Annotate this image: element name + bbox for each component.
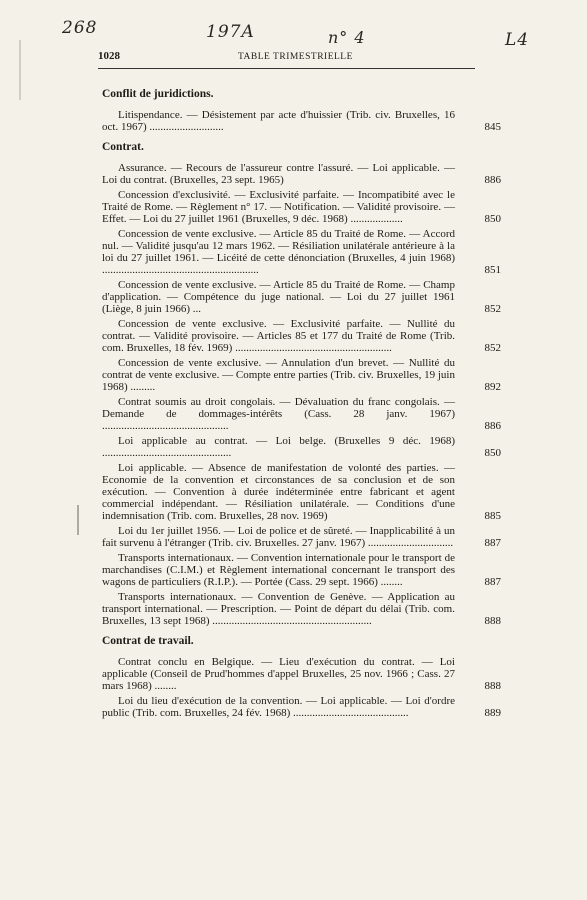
index-section: [100, 635, 501, 719]
index-section: [100, 141, 501, 627]
running-title: TABLE TRIMESTRIELLE: [238, 52, 353, 62]
entry-text: Concession de vente exclusive. — Article 85 du Traité de Rome. — Accord nul. — Validité jusqu'au 12 mars 1962. — Résiliation unilatérale antérieure à la loi du 27 juillet 1961. — Licéité de cette dénonciation (Bruxelles, 4 juin 1968) .........................................................: [102, 228, 455, 276]
entry-text: Loi applicable au contrat. — Loi belge. (Bruxelles 9 déc. 1968) ...............................................: [102, 435, 455, 459]
index-section: [100, 88, 501, 133]
index-entry: [100, 695, 501, 719]
entry-page-number: 892: [484, 381, 501, 393]
entry-text: Concession de vente exclusive. — Exclusivité parfaite. — Nullité du contrat. — Validité provisoire. — Articles 85 et 177 du Traité de Rome (Trib. com. Bruxelles, 18 fév. 1969) .........................................................: [102, 318, 455, 354]
entry-page-number: 850: [484, 213, 501, 225]
scan-mark: [19, 40, 21, 100]
index-entry: [100, 228, 501, 276]
entry-text: Loi du lieu d'exécution de la convention. — Loi applicable. — Loi d'ordre public (Trib. com. Bruxelles, 24 fév. 1968) ..........................................: [102, 695, 455, 719]
entry-page-number: 845: [484, 121, 501, 133]
index-entry: [100, 525, 501, 549]
handwritten-note-3: n° 4: [328, 28, 366, 47]
entry-text: Concession de vente exclusive. — Article 85 du Traité de Rome. — Champ d'application. — Compétence du juge national. — Loi du 27 juillet 1961 (Liège, 8 juin 1966) ...: [102, 279, 455, 315]
section-title: Conflit de juridictions.: [102, 88, 214, 100]
section-title: Contrat.: [102, 141, 144, 153]
entry-text: Loi applicable. — Absence de manifestation de volonté des parties. — Economie de la convention et circonstances de sa conclusion et de son exécution. — Convention à durée indéterminée entre fabricant et agent commercial indépendant. — Résiliation unilatérale. — Conditions d'une indemnisation (Trib. com. Bruxelles, 28 nov. 1969): [102, 462, 455, 522]
handwritten-note-4: L4: [505, 30, 530, 50]
index-entry: [100, 396, 501, 432]
entry-page-number: 850: [484, 447, 501, 459]
index-entry: [100, 189, 501, 225]
entry-text: Contrat soumis au droit congolais. — Dévaluation du franc congolais. — Demande de dommages-intérêts (Cass. 28 janv. 1967) ..............................................: [102, 396, 455, 432]
index-content: [100, 88, 501, 727]
entry-text: Transports internationaux. — Convention de Genève. — Application au transport international. — Prescription. — Point de départ du délai (Trib. com. Bruxelles, 13 sept 1968) ..........................................................: [102, 591, 455, 627]
index-entry: [100, 357, 501, 393]
entry-page-number: 888: [484, 615, 501, 627]
handwritten-note-1: 268: [62, 18, 98, 38]
entry-text: Assurance. — Recours de l'assureur contre l'assuré. — Loi applicable. — Loi du contrat. (Bruxelles, 23 sept. 1965): [102, 162, 455, 186]
entry-text: Loi du 1er juillet 1956. — Loi de police et de sûreté. — Inapplicabilité à un fait survenu à l'étranger (Trib. civ. Bruxelles. 27 janv. 1967) ...............................: [102, 525, 455, 549]
index-entry: [100, 591, 501, 627]
section-title: Contrat de travail.: [102, 635, 194, 647]
entry-page-number: 887: [484, 537, 501, 549]
handwritten-note-2: 197A: [206, 22, 255, 42]
entry-page-number: 887: [484, 576, 501, 588]
entry-page-number: 851: [484, 264, 501, 276]
entry-page-number: 852: [484, 303, 501, 315]
page-header: [98, 50, 473, 66]
page-number: 1028: [98, 50, 120, 62]
index-entry: [100, 656, 501, 692]
index-entry: [100, 435, 501, 459]
entry-page-number: 889: [484, 707, 501, 719]
entry-text: Concession de vente exclusive. — Annulation d'un brevet. — Nullité du contrat de vente exclusive. — Compte entre parties (Trib. civ. Bruxelles, 19 juin 1968) .........: [102, 357, 455, 393]
entry-text: Transports internationaux. — Convention internationale pour le transport de marchandises (C.I.M.) et Règlement international concernant le transport des wagons de particuliers (R.I.P.). — Portée (Cass. 29 sept. 1966) ........: [102, 552, 455, 588]
index-entry: [100, 462, 501, 522]
index-entry: [100, 109, 501, 133]
entry-page-number: 886: [484, 420, 501, 432]
entry-text: Litispendance. — Désistement par acte d'huissier (Trib. civ. Bruxelles, 16 oct. 1967) ...........................: [102, 109, 455, 133]
scan-mark: [77, 505, 79, 535]
index-entry: [100, 552, 501, 588]
header-rule: [98, 68, 475, 69]
entry-text: Concession d'exclusivité. — Exclusivité parfaite. — Incompatibité avec le Traité de Rome. — Règlement n° 17. — Notification. — Validité provisoire. — Effet. — Loi du 27 juillet 1961 (Bruxelles, 9 déc. 1968) ...................: [102, 189, 455, 225]
entry-page-number: 885: [484, 510, 501, 522]
entry-text: Contrat conclu en Belgique. — Lieu d'exécution du contrat. — Loi applicable (Conseil de Prud'hommes d'appel Bruxelles, 25 nov. 1966 ; Cass. 27 mars 1968) ........: [102, 656, 455, 692]
entry-page-number: 886: [484, 174, 501, 186]
index-entry: [100, 279, 501, 315]
entry-page-number: 888: [484, 680, 501, 692]
index-entry: [100, 318, 501, 354]
index-entry: [100, 162, 501, 186]
entry-page-number: 852: [484, 342, 501, 354]
